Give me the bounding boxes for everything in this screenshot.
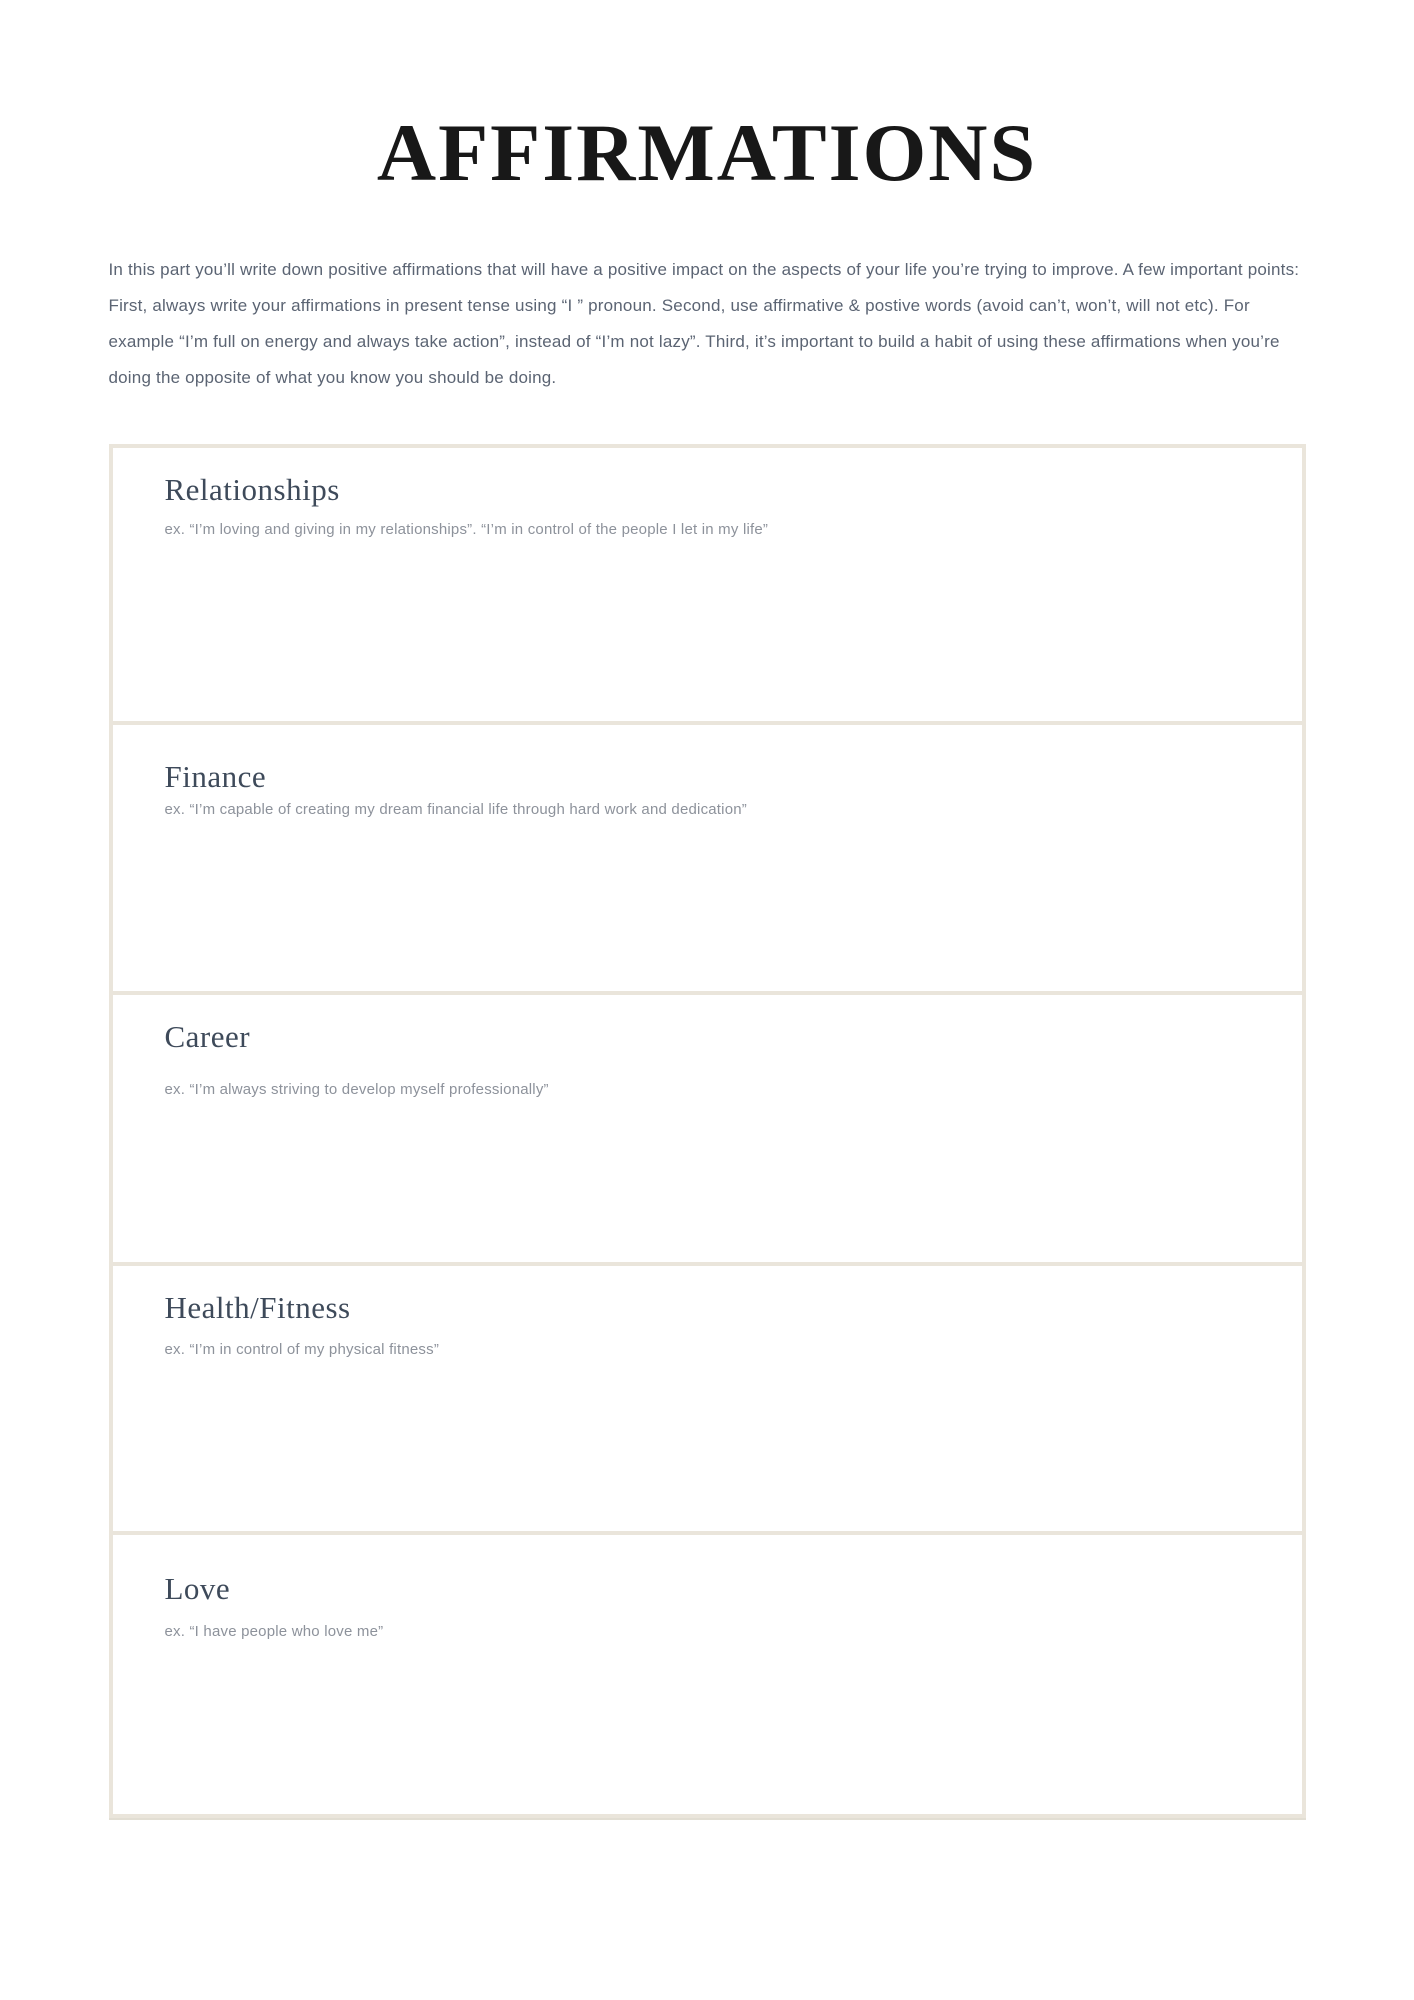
- section-heading: Career: [164, 1019, 251, 1054]
- career-write-area[interactable]: [113, 1125, 1302, 1262]
- intro-paragraph: In this part you’ll write down positive affirmations that will have a positive impact on the aspects of your life you’re trying to improve. A few important points: First, always write your affirmations in present tense using “I ” pronoun. Second, use affirmative & postive words (avoid can’t, won’t, will not etc). For example “I’m full on energy and always take action”, instead of “I’m not lazy”. Third, it’s important to build a habit of using these affirmations when you’re doing the opposite of what you know you should be doing.: [108, 260, 1300, 387]
- section-example-text: ex. “I have people who love me”: [164, 1623, 384, 1640]
- section-heading: Love: [164, 1571, 231, 1606]
- health-fitness-write-area[interactable]: [113, 1396, 1302, 1531]
- finance-write-area[interactable]: [113, 855, 1302, 991]
- section-career: [113, 995, 1302, 1266]
- section-love: [113, 1535, 1302, 1814]
- section-example-text: ex. “I’m in control of my physical fitness”: [164, 1341, 440, 1358]
- affirmation-sections: [109, 444, 1306, 1818]
- worksheet-page: [109, 0, 1306, 1818]
- section-finance: [113, 725, 1302, 995]
- section-heading: Relationships: [164, 472, 340, 507]
- relationships-write-area[interactable]: [113, 578, 1302, 721]
- section-example-text: ex. “I’m always striving to develop myself professionally”: [164, 1081, 549, 1098]
- love-write-area[interactable]: [113, 1665, 1302, 1814]
- section-relationships: [113, 448, 1302, 725]
- section-heading: Finance: [164, 759, 267, 794]
- section-example-text: ex. “I’m capable of creating my dream financial life through hard work and dedication”: [164, 801, 747, 818]
- section-example-text: ex. “I’m loving and giving in my relationships”. “I’m in control of the people I let in my life”: [164, 521, 769, 538]
- section-heading: Health/Fitness: [164, 1290, 351, 1325]
- page-title: AFFIRMATIONS: [376, 107, 1038, 198]
- section-health-fitness: [113, 1266, 1302, 1535]
